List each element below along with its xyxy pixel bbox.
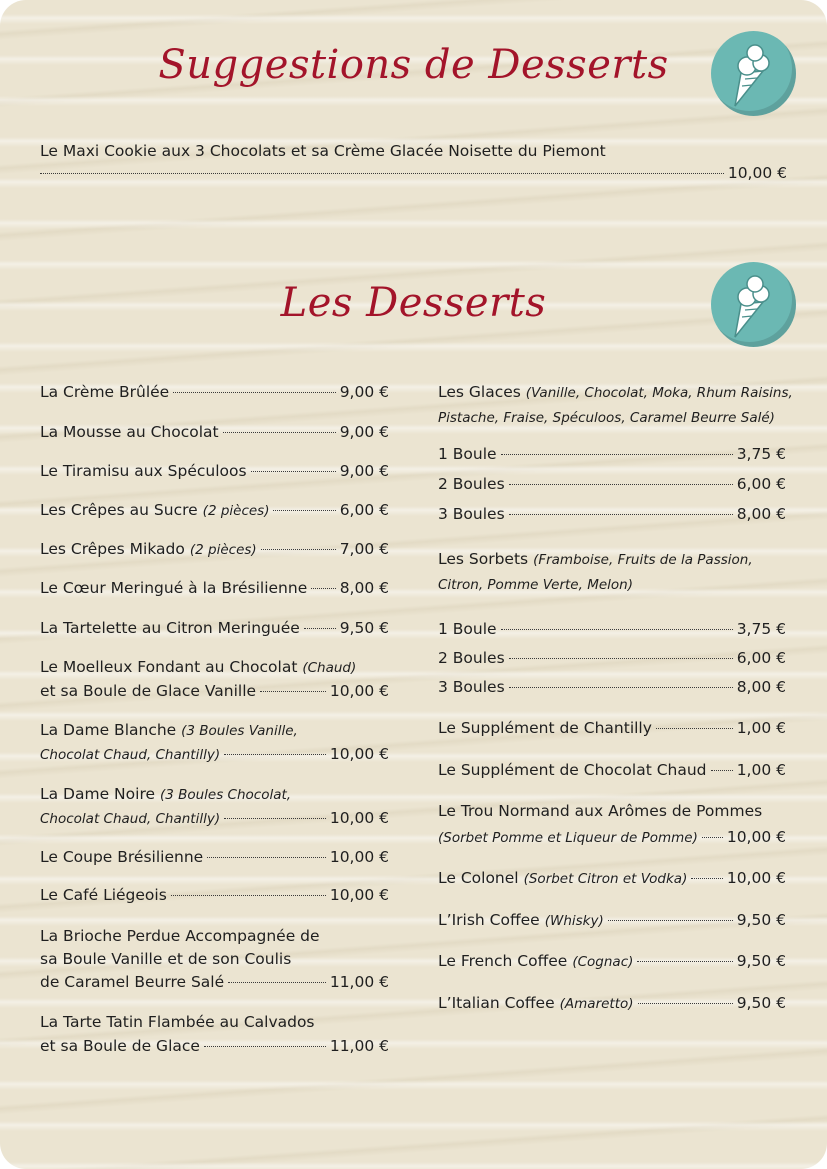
menu-item-price: 3,75 €	[736, 445, 786, 463]
menu-item	[438, 719, 786, 737]
menu-item	[40, 848, 389, 866]
menu-item-price: 8,00 €	[736, 678, 786, 696]
menu-item	[40, 383, 389, 401]
menu-item-name: Le Trou Normand aux Arômes de Pommes	[438, 802, 763, 820]
dot-leader	[608, 920, 733, 921]
menu-item-price: 11,00 €	[329, 1037, 389, 1055]
dot-leader	[207, 857, 326, 858]
menu-item-price: 9,50 €	[736, 911, 786, 929]
menu-item	[40, 540, 389, 558]
menu-item	[438, 869, 786, 887]
menu-item	[40, 423, 389, 441]
menu-item-price: 9,00 €	[339, 423, 389, 441]
menu-item-price: 8,00 €	[736, 505, 786, 523]
menu-item-price: 10,00 €	[329, 848, 389, 866]
menu-item-name: et sa Boule de Glace Vanille	[40, 682, 257, 700]
dot-leader	[637, 961, 732, 962]
menu-item	[438, 649, 786, 667]
menu-item-name: Les Glaces	[438, 383, 521, 401]
menu-item	[40, 809, 389, 827]
dot-leader	[656, 728, 733, 729]
menu-item-note: Pistache, Fraise, Spéculoos, Caramel Beurre Salé)	[438, 410, 775, 426]
menu-item-price: 10,00 €	[727, 164, 787, 182]
menu-item	[40, 1037, 389, 1055]
dot-leader	[223, 432, 336, 433]
dot-leader	[273, 510, 335, 511]
menu-item-name: Les Crêpes au Sucre	[40, 501, 198, 519]
menu-item	[40, 579, 389, 597]
menu-item-note: (Sorbet Pomme et Liqueur de Pomme)	[438, 830, 698, 846]
menu-item-name: Le Supplément de Chantilly	[438, 719, 652, 737]
dot-leader	[311, 588, 335, 589]
menu-item	[40, 619, 389, 637]
menu-item-name: 2 Boules	[438, 649, 505, 667]
menu-item-price: 9,00 €	[339, 383, 389, 401]
menu-item-name: La Tarte Tatin Flambée au Calvados	[40, 1013, 315, 1031]
menu-item-name: Le Coupe Brésilienne	[40, 848, 204, 866]
dot-leader	[702, 837, 723, 838]
menu-item	[438, 952, 786, 970]
menu-item-price: 10,00 €	[329, 886, 389, 904]
menu-item-name: Le Maxi Cookie aux 3 Chocolats et sa Crème Glacée Noisette du Piemont	[40, 142, 606, 160]
menu-item-name: Les Crêpes Mikado	[40, 540, 185, 558]
menu-item-name: La Crème Brûlée	[40, 383, 170, 401]
menu-item-price: 10,00 €	[329, 745, 389, 763]
dot-leader	[509, 484, 733, 485]
dot-leader	[509, 658, 733, 659]
menu-item-note: Citron, Pomme Verte, Melon)	[438, 577, 633, 593]
dot-leader	[224, 754, 326, 755]
menu-item-name: L’Irish Coffee	[438, 911, 540, 929]
menu-item-price: 9,50 €	[736, 994, 786, 1012]
menu-item	[40, 886, 389, 904]
dot-leader	[501, 454, 733, 455]
menu-item-price: 11,00 €	[329, 973, 389, 991]
menu-item-name: La Dame Noire	[40, 785, 156, 803]
menu-item-name: Le Moelleux Fondant au Chocolat	[40, 658, 298, 676]
dot-leader	[251, 471, 336, 472]
menu-item-name: L’Italian Coffee	[438, 994, 555, 1012]
ice-cream-cone-icon	[711, 262, 796, 347]
menu-item	[438, 828, 786, 846]
menu-item	[438, 994, 786, 1012]
menu-item-name: 1 Boule	[438, 620, 497, 638]
menu-item-price: 9,50 €	[736, 952, 786, 970]
menu-item-price: 10,00 €	[329, 809, 389, 827]
dot-leader	[204, 1046, 326, 1047]
menu-item	[40, 973, 389, 991]
menu-item-name: La Dame Blanche	[40, 721, 177, 739]
dot-leader	[171, 895, 326, 896]
menu-item-name: Le Tiramisu aux Spéculoos	[40, 462, 247, 480]
menu-item-name: et sa Boule de Glace	[40, 1037, 200, 1055]
suggestion-item-name-row	[40, 142, 606, 160]
menu-item-price: 7,00 €	[339, 540, 389, 558]
menu-item-name: Le Café Liégeois	[40, 886, 167, 904]
dot-leader	[261, 549, 336, 550]
menu-item-heading	[40, 721, 298, 739]
menu-item-name: La Brioche Perdue Accompagnée de	[40, 927, 320, 945]
menu-item-price: 1,00 €	[736, 719, 786, 737]
dot-leader	[501, 629, 733, 630]
menu-item	[40, 745, 389, 763]
desserts-title: Les Desserts	[280, 280, 547, 326]
menu-item-note: (Vanille, Chocolat, Moka, Rhum Raisins,	[525, 385, 793, 401]
dot-leader	[40, 173, 724, 174]
menu-item-name: 2 Boules	[438, 475, 505, 493]
menu-item-name: 3 Boules	[438, 678, 505, 696]
menu-item-name: de Caramel Beurre Salé	[40, 973, 225, 991]
dot-leader	[224, 818, 326, 819]
menu-item	[438, 761, 786, 779]
menu-item-price: 9,50 €	[339, 619, 389, 637]
menu-item-price: 10,00 €	[726, 869, 786, 887]
suggestion-item-price-row	[40, 164, 787, 182]
menu-item	[40, 462, 389, 480]
menu-item	[40, 682, 389, 700]
menu-item-name: Le Colonel	[438, 869, 519, 887]
menu-item-name: sa Boule Vanille et de son Coulis	[40, 950, 292, 968]
menu-item	[438, 620, 786, 638]
dot-leader	[260, 691, 326, 692]
menu-item-note: (3 Boules Vanille,	[181, 723, 298, 739]
menu-item-note: (Framboise, Fruits de la Passion,	[533, 552, 753, 568]
menu-item-note: (Amaretto)	[559, 996, 634, 1012]
dot-leader	[304, 628, 336, 629]
menu-item-heading	[438, 383, 793, 401]
dot-leader	[509, 687, 733, 688]
menu-item-price: 6,00 €	[736, 475, 786, 493]
menu-item-heading	[40, 658, 356, 676]
menu-item-note: Chocolat Chaud, Chantilly)	[40, 811, 221, 827]
menu-item-name: Le Supplément de Chocolat Chaud	[438, 761, 707, 779]
menu-item-price: 10,00 €	[329, 682, 389, 700]
menu-item-heading	[40, 785, 291, 803]
menu-item	[438, 445, 786, 463]
menu-item-price: 6,00 €	[736, 649, 786, 667]
menu-item-name: La Tartelette au Citron Meringuée	[40, 619, 300, 637]
menu-item-note: (Sorbet Citron et Vodka)	[523, 871, 688, 887]
menu-item	[438, 911, 786, 929]
menu-item-name: 3 Boules	[438, 505, 505, 523]
menu-item-name: Le French Coffee	[438, 952, 568, 970]
menu-item-note: Chocolat Chaud, Chantilly)	[40, 747, 221, 763]
menu-item-note: (2 pièces)	[189, 542, 257, 558]
menu-item-note: (Cognac)	[572, 954, 634, 970]
dot-leader	[509, 514, 733, 515]
menu-item-note: (Chaud)	[302, 660, 357, 676]
menu-item-price: 1,00 €	[736, 761, 786, 779]
menu-item	[438, 505, 786, 523]
menu-item-heading	[438, 550, 753, 568]
menu-item	[438, 475, 786, 493]
dot-leader	[228, 982, 326, 983]
dot-leader	[638, 1003, 733, 1004]
menu-item-price: 3,75 €	[736, 620, 786, 638]
menu-item-name: Le Cœur Meringué à la Brésilienne	[40, 579, 308, 597]
dot-leader	[711, 770, 733, 771]
menu-item-price: 10,00 €	[726, 828, 786, 846]
menu-item-name: 1 Boule	[438, 445, 497, 463]
menu-item-name: Les Sorbets	[438, 550, 529, 568]
menu-item-price: 9,00 €	[339, 462, 389, 480]
menu-item-price: 6,00 €	[339, 501, 389, 519]
menu-item-note: (2 pièces)	[202, 503, 270, 519]
menu-item-name: La Mousse au Chocolat	[40, 423, 219, 441]
menu-item	[40, 501, 389, 519]
menu-item-note: (Whisky)	[544, 913, 604, 929]
ice-cream-cone-icon	[711, 31, 796, 116]
menu-item	[438, 678, 786, 696]
suggestions-title: Suggestions de Desserts	[158, 42, 669, 88]
dot-leader	[691, 878, 722, 879]
menu-item-note: (3 Boules Chocolat,	[159, 787, 292, 803]
dot-leader	[173, 392, 335, 393]
menu-item-price: 8,00 €	[339, 579, 389, 597]
